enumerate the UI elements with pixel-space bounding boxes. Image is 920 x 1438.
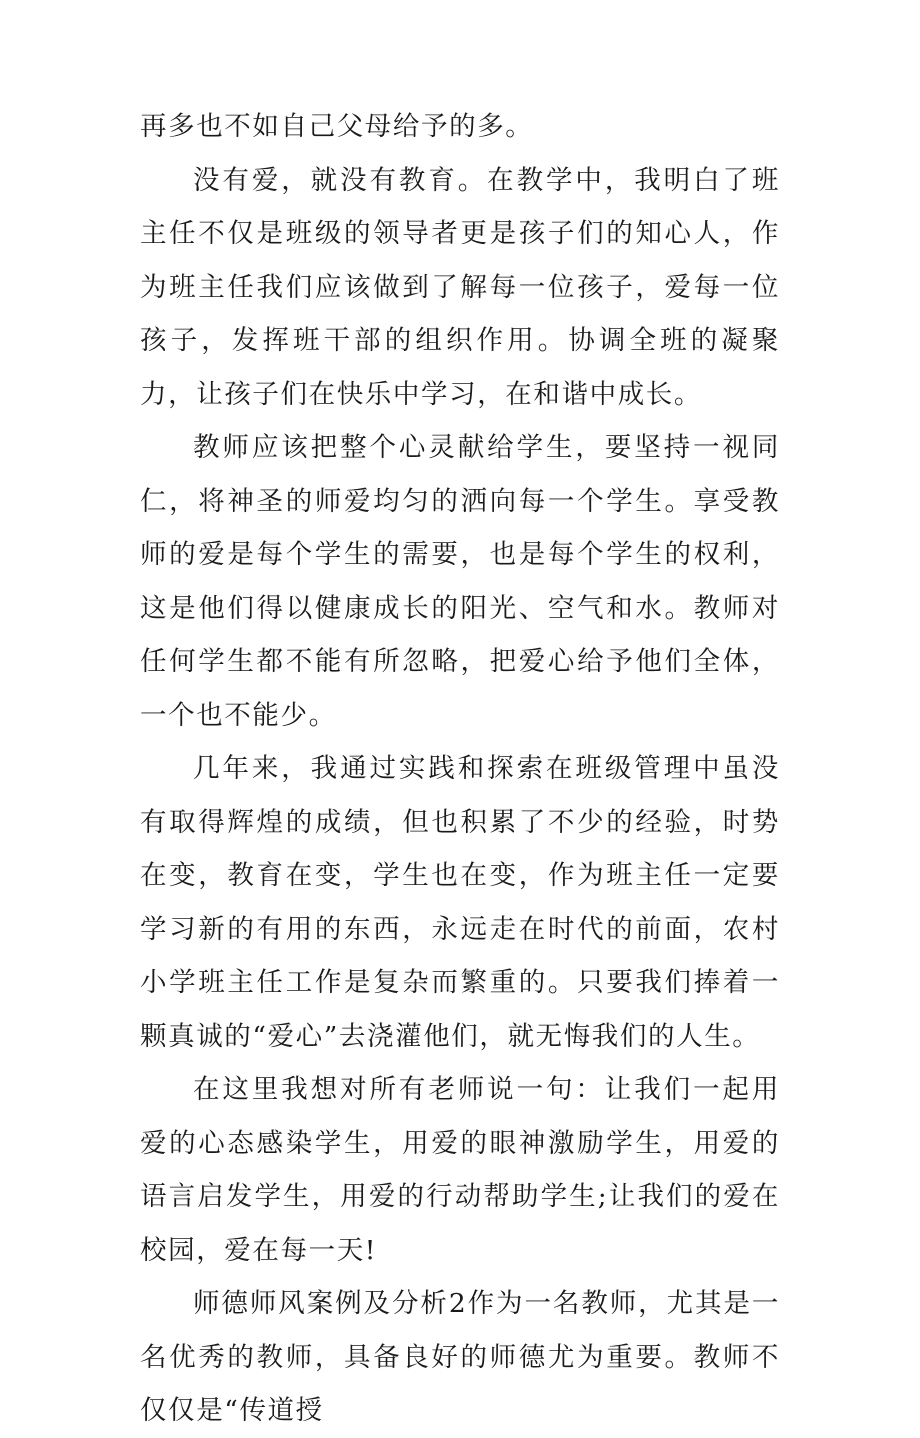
paragraph-case-study-2: 师德师风案例及分析2作为一名教师，尤其是一名优秀的教师，具备良好的师德尤为重要。教师不仅仅是“传道授 (140, 1288, 780, 1426)
paragraph-love-and-education: 没有爱，就没有教育。在教学中，我明白了班主任不仅是班级的领导者更是孩子们的知心人，作为班主任我们应该做到了解每一位孩子，爱每一位孩子，发挥班干部的组织作用。协调全班的凝聚力，让孩子们在快乐中学习，在和谐中成长。 (140, 164, 780, 410)
paragraph-teacher-devotion: 教师应该把整个心灵献给学生，要坚持一视同仁，将神圣的师爱均匀的洒向每一个学生。享受教师的爱是每个学生的需要，也是每个学生的权利，这是他们得以健康成长的阳光、空气和水。教师对任何学生都不能有所忽略，把爱心给予他们全体，一个也不能少。 (140, 432, 780, 731)
paragraph-continuation: 再多也不如自己父母给予的多。 (140, 111, 534, 142)
paragraph-message-to-teachers: 在这里我想对所有老师说一句：让我们一起用爱的心态感染学生，用爱的眼神激励学生，用爱的语言启发学生，用爱的行动帮助学生;让我们的爱在校园，爱在每一天! (140, 1074, 780, 1266)
paragraph-years-of-practice: 几年来，我通过实践和探索在班级管理中虽没有取得辉煌的成绩，但也积累了不少的经验，时势在变，教育在变，学生也在变，作为班主任一定要学习新的有用的东西，永远走在时代的前面，农村小学班主任工作是复杂而繁重的。只要我们捧着一颗真诚的“爱心”去浇灌他们，就无悔我们的人生。 (140, 753, 780, 1052)
document-page (140, 100, 780, 1438)
